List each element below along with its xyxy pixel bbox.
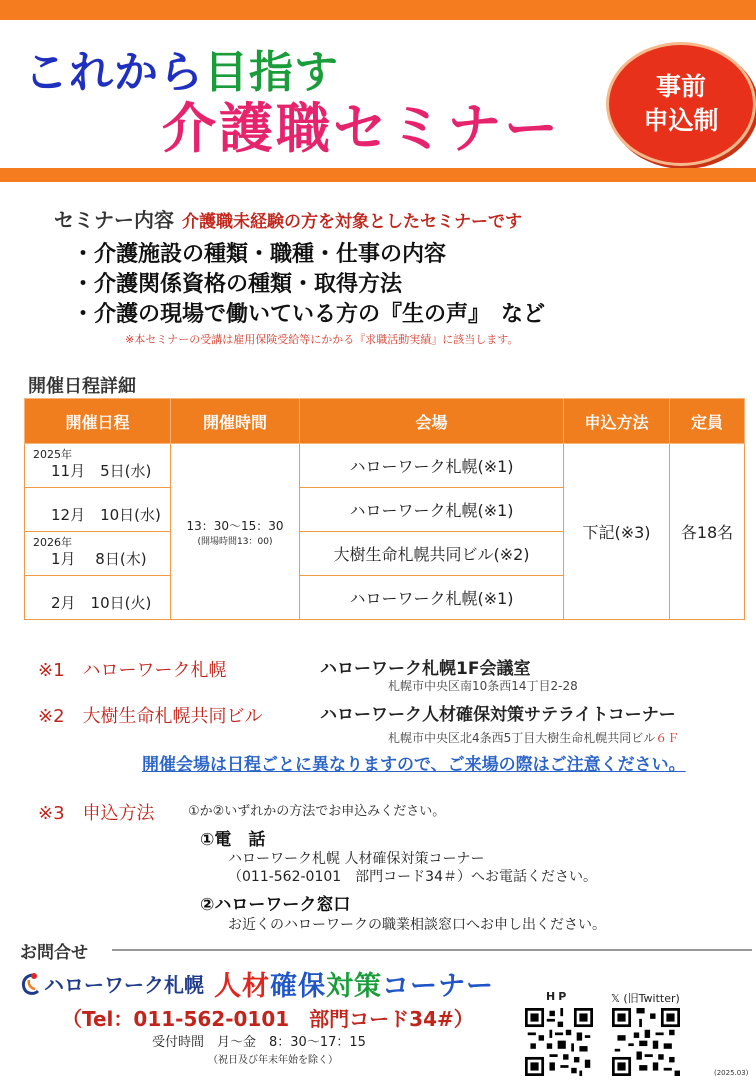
year-label: 2026年 <box>33 536 72 549</box>
bullet-item: ・介護の現場で働いている方の『生の声』 など <box>72 302 546 327</box>
venue-1-place: ハローワーク札幌1F会議室 <box>320 659 531 679</box>
corner-title: 人材確保対策コーナー <box>214 971 494 1002</box>
venue-1-address: 札幌市中央区南10条西14丁目2-28 <box>388 679 578 693</box>
method-1-title: ①電 話 <box>200 830 266 850</box>
office-name: ハローワーク札幌 <box>44 973 204 997</box>
venue-cell: ハローワーク札幌(※1) <box>300 444 564 488</box>
date-cell <box>25 576 171 620</box>
time-cell <box>171 444 300 620</box>
office-logo <box>20 964 494 1003</box>
content-subheading: 介護職未経験の方を対象としたセミナーです <box>182 212 522 232</box>
title-part-2: 目指す <box>204 47 339 98</box>
top-orange-bar <box>0 0 756 20</box>
mid-orange-bar <box>0 168 756 182</box>
inquiry-heading: お問合せ <box>20 943 88 963</box>
inquiry-divider <box>112 949 752 951</box>
date-label: 12月 10日(水) <box>51 506 161 524</box>
method-2-title: ②ハローワーク窓口 <box>200 895 351 915</box>
apply-method-mark: ※3 申込方法 <box>38 803 155 824</box>
date-cell <box>25 488 171 532</box>
seminar-content-heading <box>54 204 522 233</box>
venue-2-place: ハローワーク人材確保対策サテライトコーナー <box>320 705 676 725</box>
header-venue: 会場 <box>300 399 564 444</box>
method-1-line-1: ハローワーク札幌 人材確保対策コーナー <box>228 851 485 867</box>
venue-caution: 開催会場は日程ごとに異なりますので、ご来場の際はご注意ください。 <box>142 755 686 775</box>
table-row <box>25 444 745 488</box>
badge-line-1: 事前 <box>655 72 706 101</box>
header-date: 開催日程 <box>25 399 171 444</box>
header-time: 開催時間 <box>171 399 300 444</box>
hp-qr-code-icon[interactable] <box>525 1008 593 1076</box>
apply-method-intro: ①か②いずれかの方法でお申込みください。 <box>188 804 446 819</box>
date-label: 2月 10日(火) <box>51 594 152 612</box>
date-cell <box>25 444 171 488</box>
venue-cell: ハローワーク札幌(※1) <box>300 488 564 532</box>
venue-cell: 大樹生命札幌共同ビル(※2) <box>300 532 564 576</box>
venue-2-mark: ※2 大樹生命札幌共同ビル <box>38 706 263 727</box>
hellowork-logo-icon <box>20 972 42 996</box>
time-label: 13：30～15：30 <box>186 518 284 533</box>
method-1-line-2: （011-562-0101 部門コード34＃）へお電話ください。 <box>228 869 597 885</box>
date-label: 1月 8日(木) <box>51 550 147 568</box>
capacity-cell: 各18名 <box>670 444 745 620</box>
schedule-table <box>24 398 745 620</box>
floor-label: ６Ｆ <box>655 731 680 745</box>
method-2-line-1: お近くのハローワークの職業相談窓口へお申し出ください。 <box>228 917 606 933</box>
venue-1-mark: ※1 ハローワーク札幌 <box>38 660 227 681</box>
date-cell <box>25 532 171 576</box>
content-bullet-list <box>72 240 545 330</box>
date-label: 11月 5日(水) <box>51 462 152 480</box>
contact-tel: （Tel：011-562-0101 部門コード34#） <box>62 1007 474 1031</box>
schedule-header-row <box>25 399 745 444</box>
pre-registration-badge <box>606 42 756 166</box>
title-part-1: これから <box>24 47 204 98</box>
hp-label: HP <box>546 990 570 1003</box>
x-qr-code-icon[interactable] <box>612 1008 680 1076</box>
reception-hours: 受付時間 月～金 8：30～17：15 <box>152 1035 366 1050</box>
schedule-title: 開催日程詳細 <box>28 376 136 397</box>
x-label: 𝕏 (旧Twitter) <box>611 992 680 1005</box>
apply-cell: 下記(※3) <box>564 444 670 620</box>
header-capacity: 定員 <box>670 399 745 444</box>
venue-cell: ハローワーク札幌(※1) <box>300 576 564 620</box>
document-date-code: (2025.03) <box>714 1069 749 1077</box>
holiday-note: （祝日及び年末年始を除く） <box>208 1055 338 1066</box>
bullet-item: ・介護関係資格の種類・取得方法 <box>72 272 403 297</box>
bullet-item: ・介護施設の種類・職種・仕事の内容 <box>72 242 447 267</box>
page-title: 介護職セミナー <box>162 97 561 160</box>
header-apply: 申込方法 <box>564 399 670 444</box>
badge-line-2: 申込制 <box>643 106 719 135</box>
time-note: (開場時間13：00) <box>197 536 273 547</box>
year-label: 2025年 <box>33 448 72 461</box>
job-search-note: ※本セミナーの受講は雇用保険受給等にかかる『求職活動実績』に該当します。 <box>125 333 519 346</box>
content-heading: セミナー内容 <box>54 208 174 232</box>
venue-2-address: 札幌市中央区北4条西5丁目大樹生命札幌共同ビル６Ｆ <box>388 731 680 745</box>
